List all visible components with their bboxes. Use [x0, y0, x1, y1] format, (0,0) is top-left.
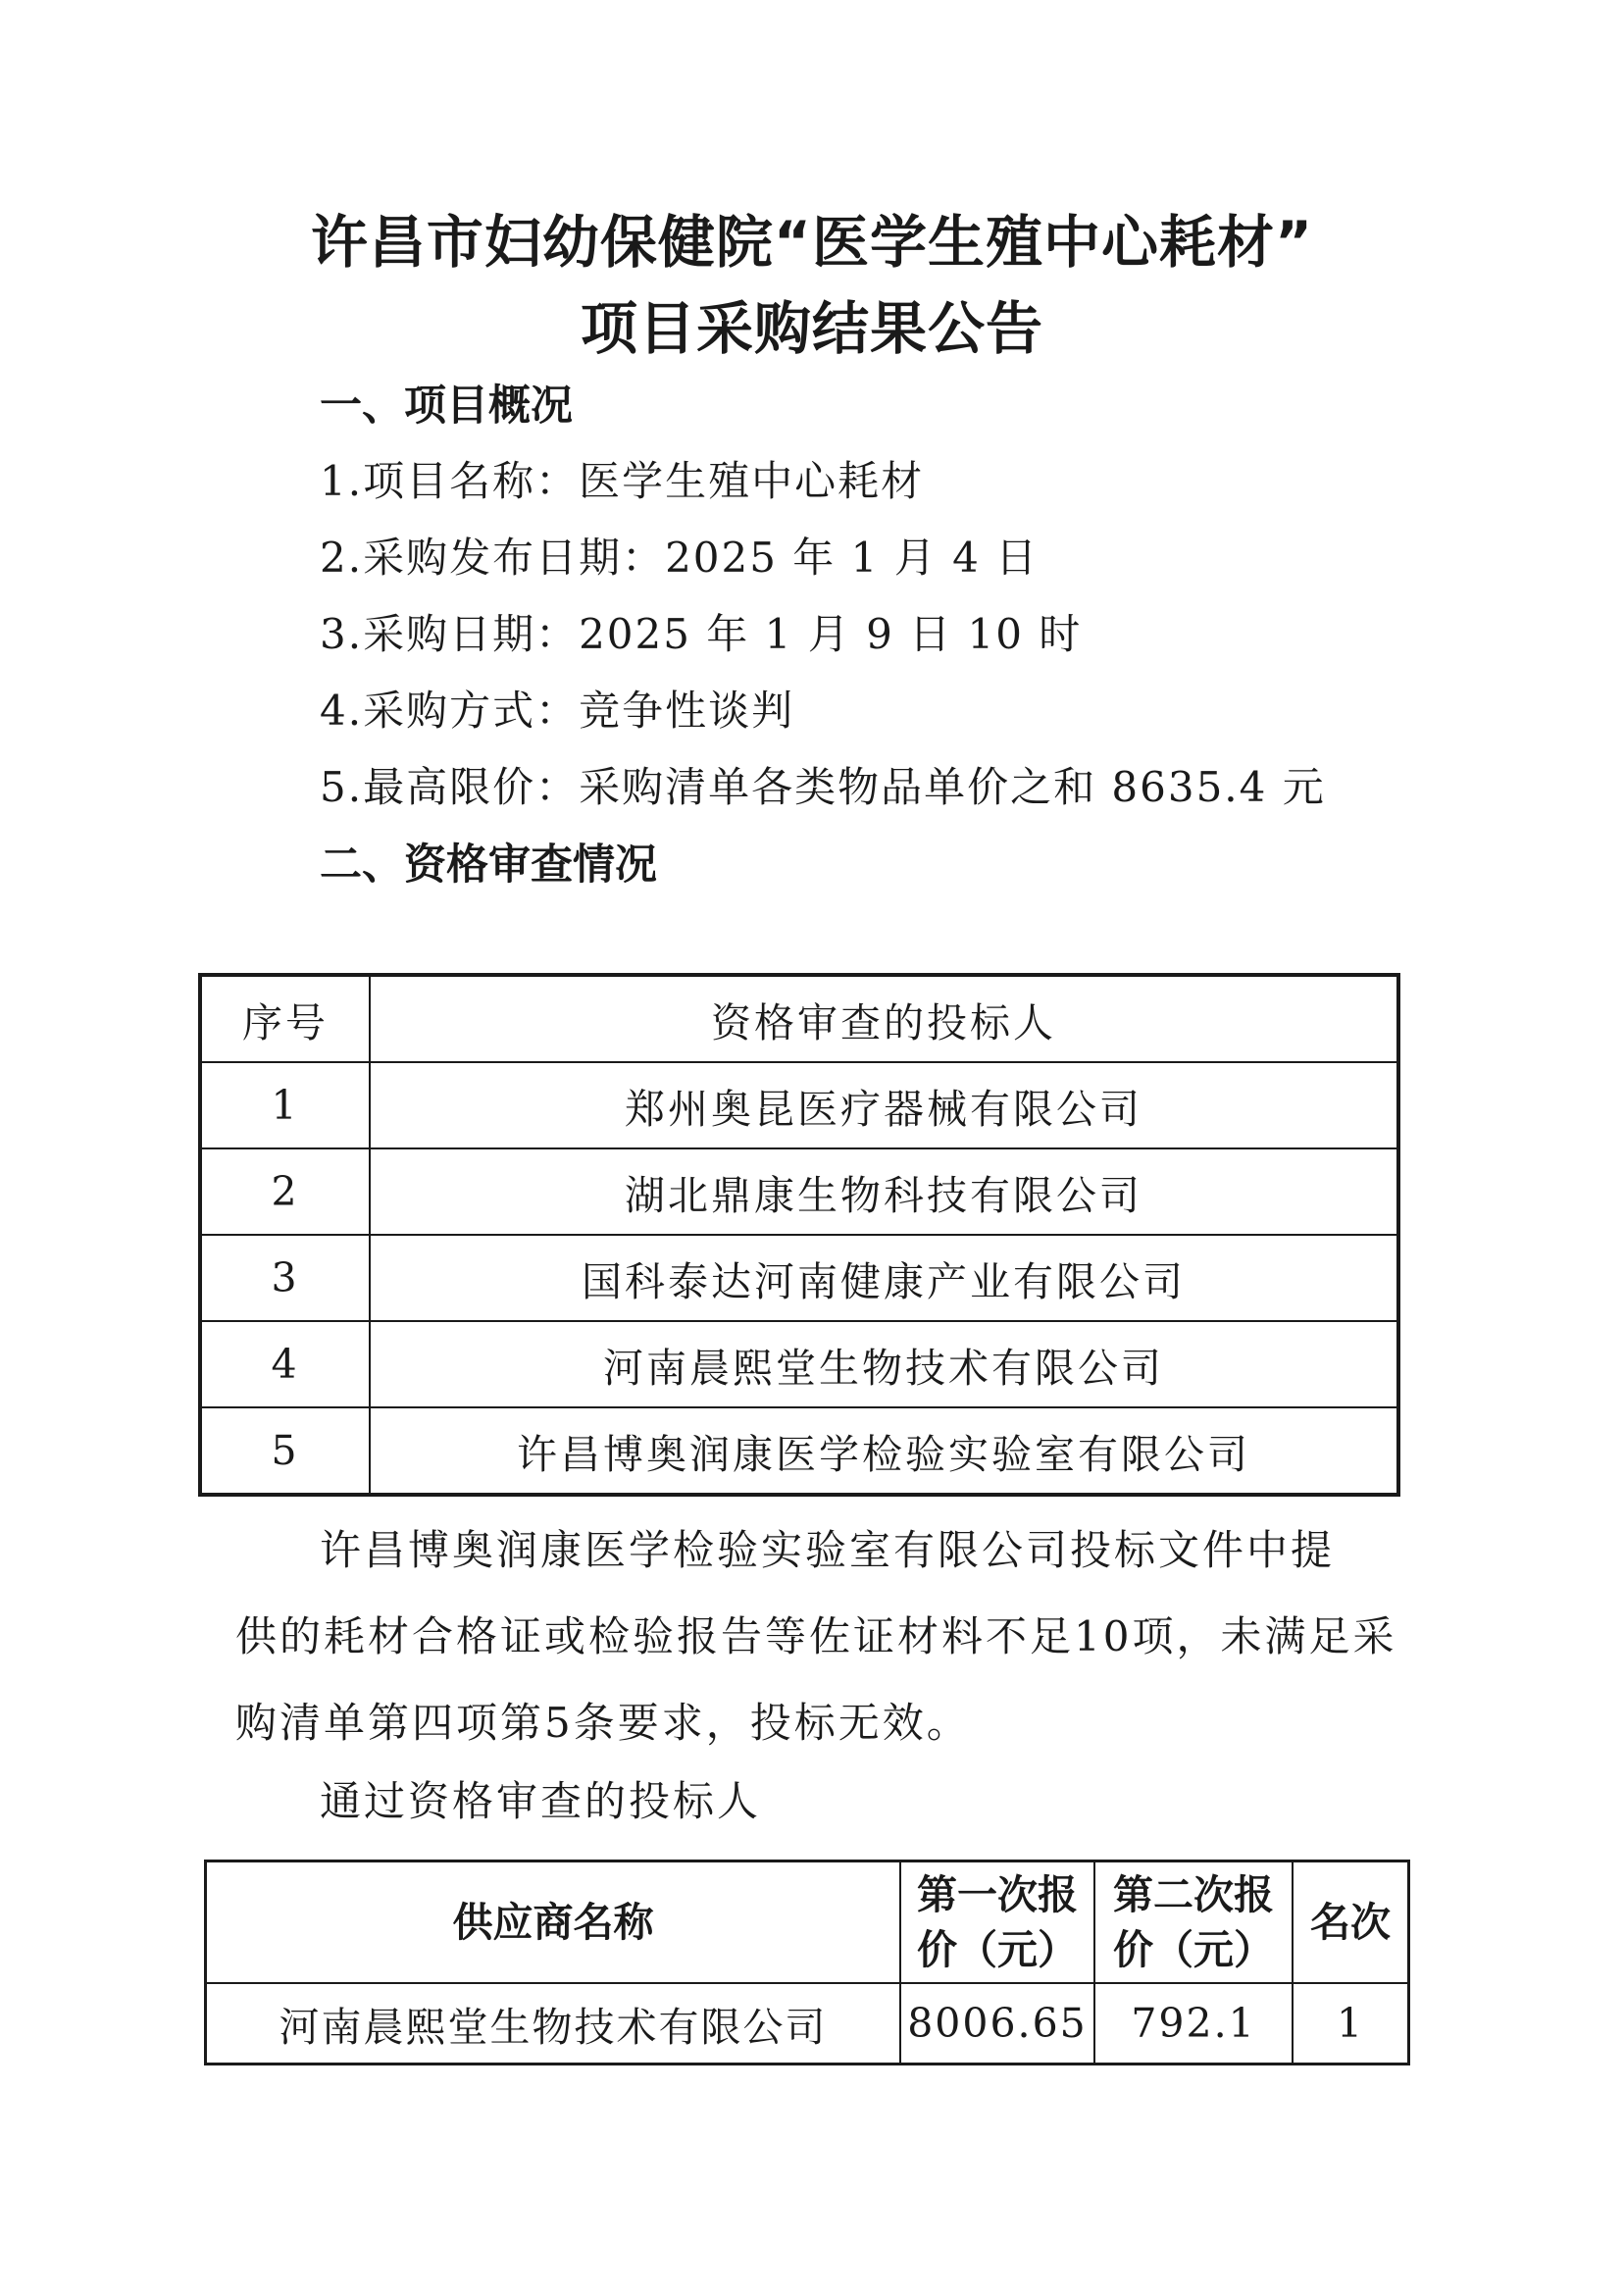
header-index: 序号: [200, 975, 370, 1062]
row-index: 2: [200, 1148, 370, 1235]
table-row: [200, 1321, 1398, 1407]
passed-bidders-label: 通过资格审查的投标人: [320, 1777, 762, 1825]
section-heading-qualification: 二、资格审查情况: [320, 841, 657, 890]
row-first-quote: 8006.65: [900, 1983, 1094, 2065]
header-first-quote-line1: 第一次报: [917, 1871, 1078, 1918]
row-second-quote: 792.1: [1094, 1983, 1293, 2065]
table-header-row: [200, 975, 1398, 1062]
header-first-quote: [900, 1861, 1094, 1984]
section-heading-overview: 一、项目概况: [320, 382, 573, 431]
note-line1: 许昌博奥润康医学检验实验室有限公司投标文件中提: [320, 1526, 1336, 1574]
table-row: [200, 1062, 1398, 1148]
item-project-name: 1.项目名称：医学生殖中心耗材: [320, 457, 925, 505]
row-bidder: 许昌博奥润康医学检验实验室有限公司: [370, 1407, 1398, 1495]
header-second-quote: [1094, 1861, 1293, 1984]
header-supplier: 供应商名称: [206, 1861, 901, 1984]
header-second-quote-line1: 第二次报: [1113, 1871, 1274, 1918]
table-row: [200, 1235, 1398, 1321]
row-index: 5: [200, 1407, 370, 1495]
table-row: [200, 1148, 1398, 1235]
row-index: 4: [200, 1321, 370, 1407]
row-bidder: 郑州奥昆医疗器械有限公司: [370, 1062, 1398, 1148]
qualification-table: [198, 973, 1400, 1497]
row-bidder: 湖北鼎康生物科技有限公司: [370, 1148, 1398, 1235]
passed-bidders-table: [204, 1860, 1410, 2065]
header-rank: 名次: [1293, 1861, 1409, 1984]
item-publish-date: 2.采购发布日期：2025 年 1 月 4 日: [320, 534, 1040, 582]
item-procurement-date: 3.采购日期：2025 年 1 月 9 日 10 时: [320, 610, 1083, 658]
note-line2: 供的耗材合格证或检验报告等佐证材料不足10项，未满足采: [235, 1612, 1397, 1660]
table-header-row: [206, 1861, 1409, 1984]
item-procurement-method: 4.采购方式：竞争性谈判: [320, 687, 795, 735]
header-first-quote-line2: 价（元）: [917, 1926, 1078, 1973]
table-row: [200, 1407, 1398, 1495]
header-bidder: 资格审查的投标人: [370, 975, 1398, 1062]
row-rank: 1: [1293, 1983, 1409, 2065]
document-title-line1: 许昌市妇幼保健院“医学生殖中心耗材”: [310, 209, 1314, 276]
item-max-price: 5.最高限价：采购清单各类物品单价之和 8635.4 元: [320, 763, 1326, 811]
row-index: 1: [200, 1062, 370, 1148]
row-supplier: 河南晨熙堂生物技术有限公司: [206, 1983, 901, 2065]
row-index: 3: [200, 1235, 370, 1321]
row-bidder: 国科泰达河南健康产业有限公司: [370, 1235, 1398, 1321]
row-bidder: 河南晨熙堂生物技术有限公司: [370, 1321, 1398, 1407]
note-line3: 购清单第四项第5条要求，投标无效。: [235, 1699, 971, 1747]
table-row: [206, 1983, 1409, 2065]
header-second-quote-line2: 价（元）: [1113, 1926, 1274, 1973]
document-title-line2: 项目采购结果公告: [580, 295, 1043, 362]
